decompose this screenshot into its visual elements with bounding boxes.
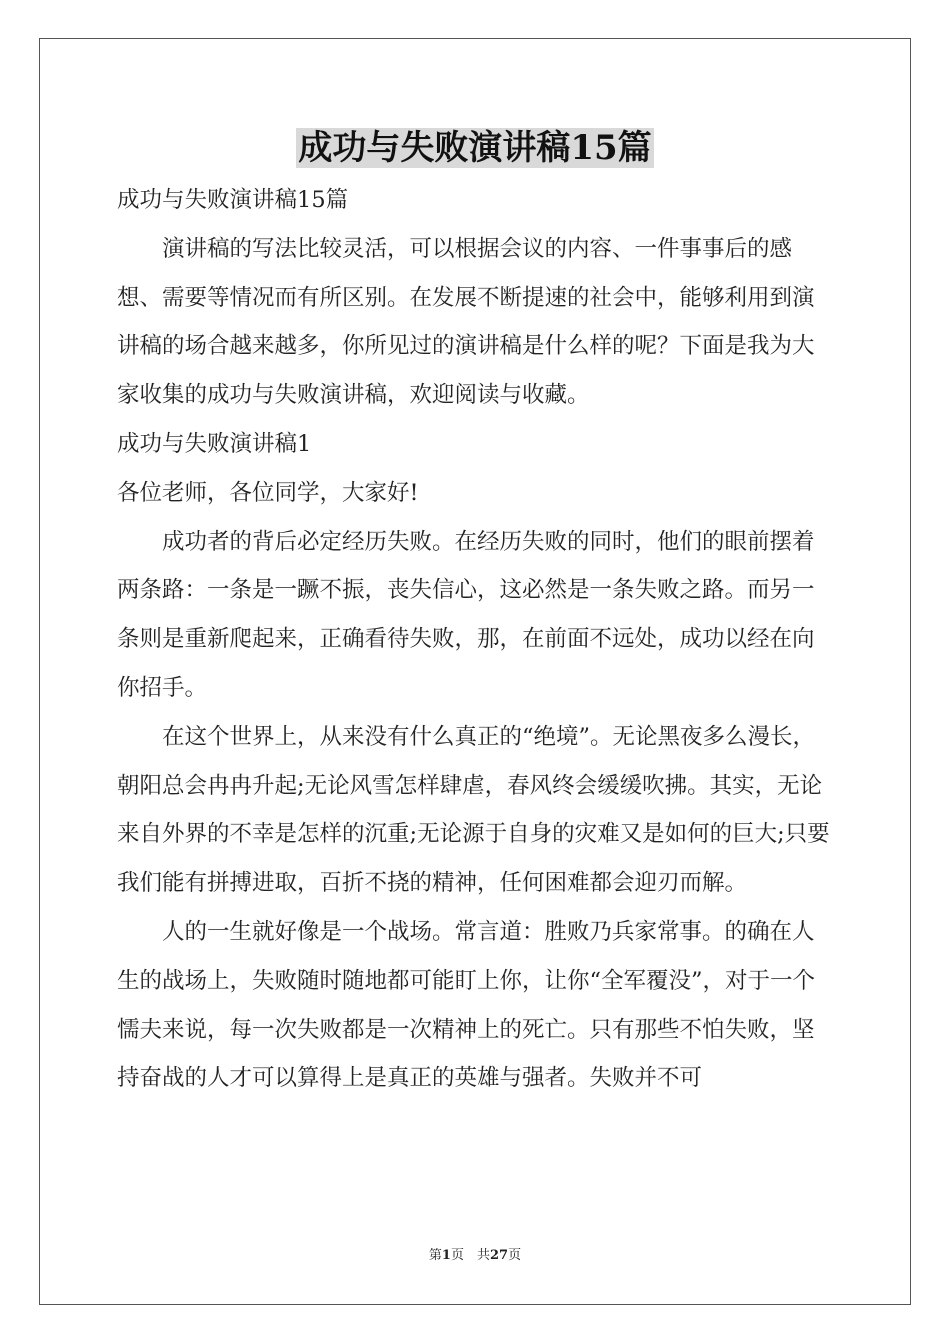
body-paragraph: 在这个世界上，从来没有什么真正的“绝境”。无论黑夜多么漫长，朝阳总会冉冉升起;无论风雪怎样肆虐，春风终会缓缓吹拂。其实，无论来自外界的不幸是怎样的沉重;无论源于自身的灾难又是如何的巨大;只要我们能有拼搏进取，百折不挠的精神，任何困难都会迎刃而解。 (117, 723, 830, 897)
document-title-text: 成功与失败演讲稿15篇 (298, 128, 652, 168)
page-footer (0, 1244, 950, 1263)
section-heading: 成功与失败演讲稿1 (117, 430, 312, 457)
greeting-line: 各位老师，各位同学，大家好! (117, 479, 419, 506)
document-title (0, 122, 950, 174)
document-body (117, 176, 833, 1103)
footer-current-page: 1 (441, 1248, 451, 1263)
subtitle-line: 成功与失败演讲稿15篇 (117, 187, 349, 213)
intro-paragraph: 演讲稿的写法比较灵活，可以根据会议的内容、一件事事后的感想、需要等情况而有所区别。在发展不断提速的社会中，能够利用到演讲稿的场合越来越多，你所见过的演讲稿是什么样的呢？下面是我为大家收集的成功与失败演讲稿，欢迎阅读与收藏。 (117, 235, 815, 409)
footer-prefix: 第 (428, 1248, 442, 1263)
footer-suffix: 页 (508, 1248, 522, 1263)
footer-mid: 页 共 (450, 1248, 490, 1263)
footer-total-pages: 27 (489, 1248, 509, 1263)
body-paragraph: 成功者的背后必定经历失败。在经历失败的同时，他们的眼前摆着两条路：一条是一蹶不振，丧失信心，这必然是一条失败之路。而另一条则是重新爬起来，正确看待失败，那，在前面不远处，成功以经在向你招手。 (117, 528, 815, 701)
body-paragraph: 人的一生就好像是一个战场。常言道：胜败乃兵家常事。的确在人生的战场上，失败随时随地都可能盯上你，让你“全军覆没”，对于一个懦夫来说，每一次失败都是一次精神上的死亡。只有那些不怕失败，坚持奋战的人才可以算得上是真正的英雄与强者。失败并不可 (117, 918, 816, 1092)
